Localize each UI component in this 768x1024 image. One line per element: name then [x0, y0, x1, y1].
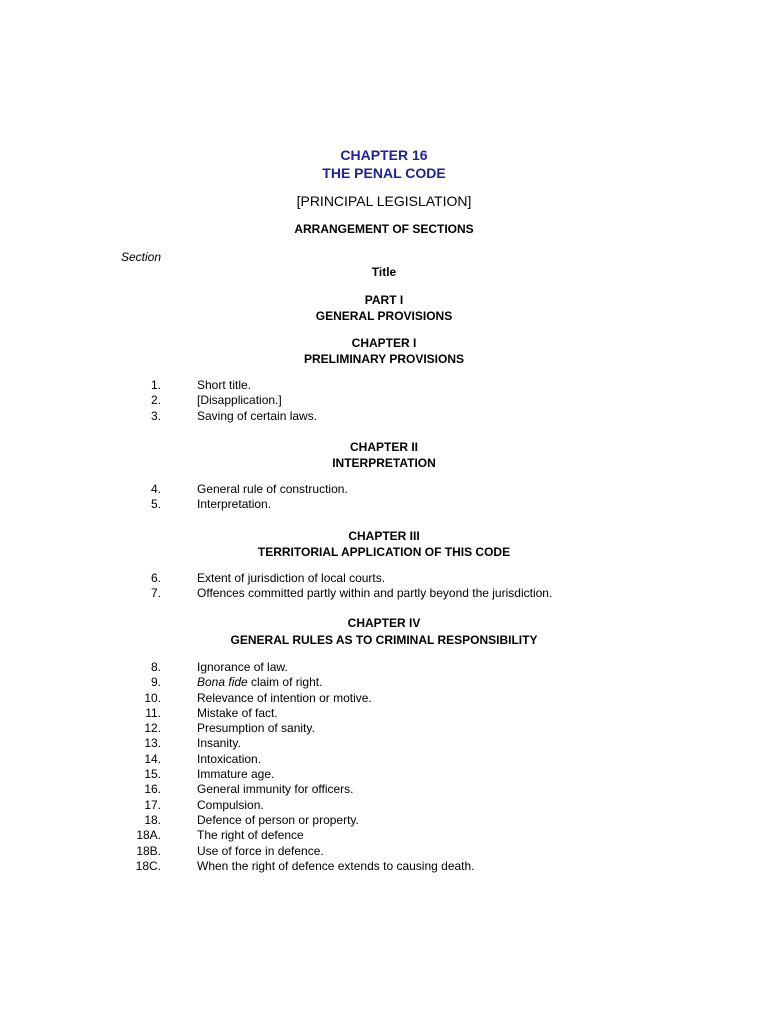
section-number: 7.: [150, 586, 161, 601]
list-item: [0, 828, 768, 843]
section-title: When the right of defence extends to causing death.: [197, 858, 475, 873]
part-name: GENERAL PROVISIONS: [315, 309, 453, 323]
chapter-name: PRELIMINARY PROVISIONS: [303, 352, 465, 366]
section-number: 4.: [150, 482, 161, 496]
section-number: 3.: [150, 408, 161, 423]
section-number: 9.: [150, 675, 161, 690]
section-list: [0, 378, 768, 424]
list-item: [0, 752, 768, 767]
section-title: Extent of jurisdiction of local courts.: [197, 571, 386, 585]
list-item: [0, 859, 768, 874]
list-item: [0, 736, 768, 751]
italic-latin-term: Bona fide: [197, 675, 248, 690]
list-item: [0, 571, 768, 586]
list-item: [0, 393, 768, 408]
list-item: [0, 844, 768, 859]
section-number: 8.: [150, 660, 161, 674]
list-item: [0, 798, 768, 813]
list-item: [0, 378, 768, 393]
arrangement-heading: ARRANGEMENT OF SECTIONS: [294, 222, 474, 236]
section-title: General rule of construction.: [197, 482, 348, 496]
section-title: Intoxication.: [197, 751, 262, 766]
section-number: 12.: [144, 721, 161, 736]
list-item: [0, 675, 768, 690]
section-title: Short title.: [197, 378, 252, 392]
section-number: 18B.: [136, 843, 161, 858]
list-item: [0, 813, 768, 828]
section-number: 17.: [144, 797, 161, 812]
section-title: The right of defence: [197, 828, 304, 843]
part-label: PART I: [364, 293, 404, 307]
section-number: 14.: [144, 751, 161, 766]
chapter-name: INTERPRETATION: [332, 456, 436, 470]
list-item: [0, 691, 768, 706]
section-number: 18A.: [136, 828, 161, 843]
section-number: 1.: [150, 378, 161, 392]
chapter-label: CHAPTER I: [351, 336, 417, 350]
section-number: 11.: [145, 705, 161, 720]
chapter-number: CHAPTER 16: [340, 147, 428, 163]
section-title: Insanity.: [197, 736, 241, 751]
document-title: THE PENAL CODE: [322, 165, 446, 181]
section-number: 6.: [150, 571, 161, 585]
section-number: 5.: [150, 497, 161, 512]
section-title: Ignorance of law.: [197, 660, 288, 674]
list-item: [0, 482, 768, 497]
list-item: [0, 660, 768, 675]
section-number: 13.: [144, 736, 161, 751]
title-column-label: Title: [371, 265, 397, 279]
list-item: [0, 409, 768, 424]
list-item: [0, 497, 768, 512]
section-title: [Disapplication.]: [197, 393, 282, 408]
section-title: Compulsion.: [197, 797, 264, 812]
section-title: Relevance of intention or motive.: [197, 690, 372, 705]
section-title: [197, 675, 322, 690]
chapter-label: CHAPTER IV: [347, 616, 421, 630]
section-title: Mistake of fact.: [197, 705, 278, 720]
document-subtitle: [PRINCIPAL LEGISLATION]: [296, 193, 472, 209]
list-item: [0, 706, 768, 721]
section-number: 18.: [144, 812, 161, 827]
section-title: Presumption of sanity.: [197, 721, 315, 736]
chapter-label: CHAPTER II: [349, 440, 418, 454]
section-list: [0, 660, 768, 874]
section-list: [0, 571, 768, 602]
list-item: [0, 782, 768, 797]
section-number: 15.: [144, 767, 161, 782]
section-title: Immature age.: [197, 767, 275, 782]
list-item: [0, 767, 768, 782]
section-title: Offences committed partly within and partly beyond the jurisdiction.: [197, 586, 553, 601]
chapter-name: TERRITORIAL APPLICATION OF THIS CODE: [257, 545, 511, 559]
section-number: 2.: [150, 393, 161, 408]
chapter-label: CHAPTER III: [348, 529, 420, 543]
chapter-name: GENERAL RULES AS TO CRIMINAL RESPONSIBILITY: [230, 633, 538, 647]
section-number: 18C.: [135, 858, 161, 873]
section-title-rest: claim of right.: [247, 675, 323, 690]
section-number: 10.: [144, 690, 161, 705]
section-title: Use of force in defence.: [197, 843, 324, 858]
list-item: [0, 586, 768, 601]
section-list: [0, 482, 768, 513]
section-title: General immunity for officers.: [197, 782, 354, 797]
list-item: [0, 721, 768, 736]
section-column-label: Section: [121, 250, 162, 264]
section-title: Saving of certain laws.: [197, 408, 318, 423]
section-title: Defence of person or property.: [197, 812, 359, 827]
section-title: Interpretation.: [197, 497, 272, 512]
section-number: 16.: [144, 782, 161, 797]
